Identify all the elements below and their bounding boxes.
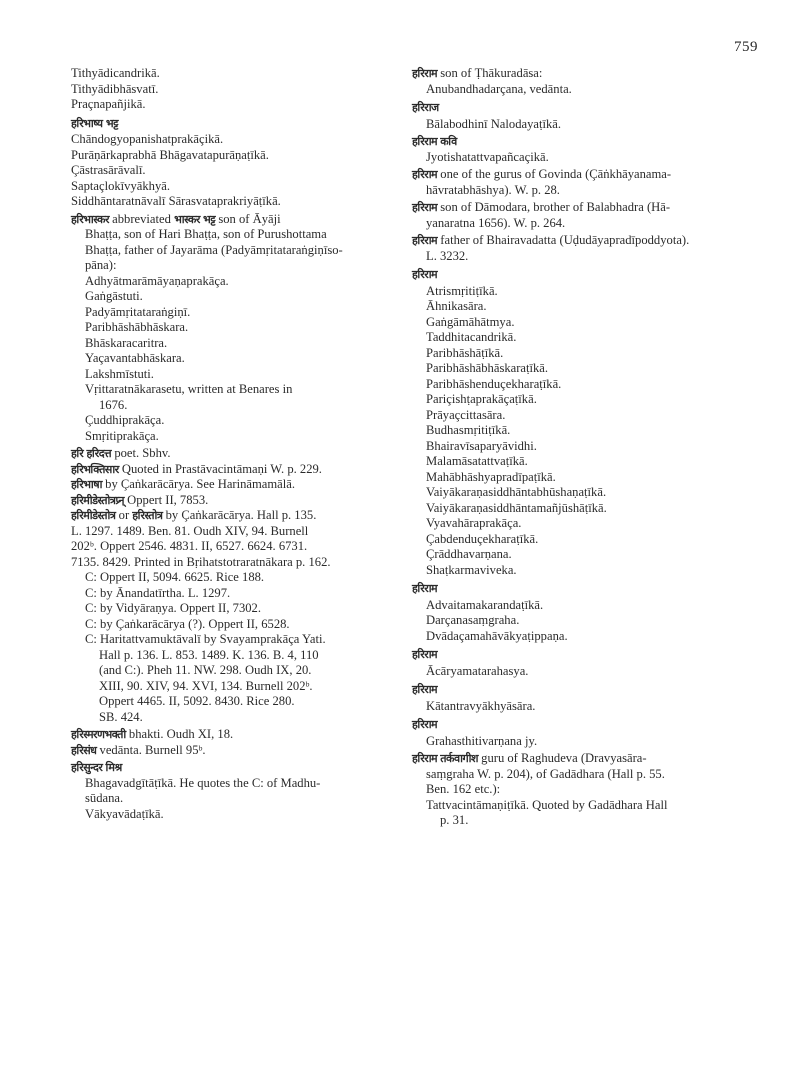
text-line: 202ᵇ. Oppert 2546. 4831. II, 6527. 6624. 6731. [71, 539, 308, 553]
text-line: 7135. 8429. Printed in Bṛihatstotraratnākara p. 162. [71, 554, 331, 569]
devanagari-headword: हरिराम [412, 582, 438, 595]
devanagari-word: मिश्र [105, 761, 122, 774]
text-line: Shaṭkarmaviveka. [426, 562, 517, 577]
text-line: Yaçavantabhāskara. [85, 351, 185, 365]
devanagari-headword: हरिभाषा [71, 478, 102, 491]
entry-text: Quoted in Prastāvacintāmaṇi W. p. 229. [121, 461, 322, 476]
commentary-line: SB. 424. [99, 709, 143, 724]
devanagari-word: भट्ट [203, 212, 216, 226]
devanagari-headword: हरिराम [412, 718, 438, 731]
text-line: pāna): [85, 258, 117, 272]
text-line: yanaratna 1656). W. p. 264. [426, 215, 566, 230]
entry-head-line [71, 462, 367, 478]
devanagari-headword: हरिमीडेस्तोत्र [71, 509, 116, 522]
devanagari-headword: हरिराम [412, 168, 438, 181]
devanagari-headword: हरिराज [412, 101, 439, 114]
text-line: Darçanasaṃgraha. [426, 613, 520, 627]
text-line: Ācāryamatarahasya. [426, 663, 529, 678]
entry-head-line [412, 751, 734, 767]
entry-text: father of Bhairavadatta (Uḍudāyapradīpoddyota). [440, 233, 690, 247]
devanagari-headword: हरिराम [412, 234, 438, 247]
entry-head-line [71, 212, 367, 228]
entry-text: poet. Sbhv. [114, 446, 171, 460]
text-line: saṃgraha W. p. 204), of Gadādhara (Hall p. 55. [426, 766, 665, 781]
text-line: Çrāddhavarṇana. [426, 547, 512, 561]
text-line: Taddhitacandrikā. [426, 330, 517, 344]
text-line: Padyāmṛitataraṅgiṇī. [85, 304, 191, 319]
commentary-line: C: by Ānandatīrtha. L. 1297. [85, 585, 231, 600]
commentary-line: C: by Vidyāraṇya. Oppert II, 7302. [85, 601, 261, 615]
entry-text: son of Āyāji [218, 211, 281, 226]
text-line: Çabdenduçekharaṭīkā. [426, 531, 539, 546]
text-line: Gaṅgāstuti. [85, 289, 143, 303]
entry-text: or [118, 508, 130, 522]
devanagari-headword: हरिराम [412, 201, 438, 214]
devanagari-headword: हरि हरिदत्त [71, 447, 112, 460]
text-line: Vākyavādaṭīkā. [85, 806, 164, 821]
entry-text: guru of Raghudeva (Dravyasāra- [481, 751, 647, 765]
entry-text: bhakti. Oudh XI, 18. [128, 727, 234, 741]
devanagari-headword: हरिराम [412, 268, 438, 281]
entry-text: son of Ṭhākuradāsa: [440, 66, 543, 80]
text-line: Āhnikasāra. [426, 299, 487, 313]
text-line: p. 31. [440, 813, 469, 827]
commentary-line: C: by Çaṅkarācārya (?). Oppert II, 6528. [85, 616, 290, 631]
text-line: Adhyātmarāmāyaṇaprakāça. [85, 273, 229, 288]
text-line: L. 3232. [426, 248, 469, 263]
text-line: Vaiyākaraṇasiddhāntamañjūshāṭīkā. [426, 500, 607, 515]
text-line: Prāyaçcittasāra. [426, 407, 506, 422]
text-line: Bhairavīsaparyāvidhi. [426, 438, 537, 453]
text-line: Praçnapañjikā. [71, 97, 146, 111]
text-line: Çāstrasārāvalī. [71, 163, 146, 177]
devanagari-headword: हरिभक्तिसार [71, 462, 119, 476]
text-line: Paribhāshāṭīkā. [426, 345, 504, 360]
entry-head-line [412, 134, 734, 150]
entry-text: abbreviated [112, 211, 171, 226]
entry-text: vedānta. Burnell 95ᵇ. [99, 742, 206, 757]
entry-head-line [71, 508, 367, 524]
commentary-line: C: Haritattvamuktāvalī by Svayamprakāça Yati. [85, 632, 326, 646]
commentary-line: Oppert 4465. II, 5092. 8430. Rice 280. [99, 694, 295, 708]
devanagari-headword: हरिराम [412, 752, 438, 765]
text-line: L. 1297. 1489. Ben. 81. Oudh XIV, 94. Burnell [71, 523, 309, 538]
commentary-line: Hall p. 136. L. 853. 1489. K. 136. B. 4, 110 [99, 647, 319, 662]
devanagari-headword: हरिभाष्य भट्ट [71, 116, 118, 130]
text-line: Kātantravyākhyāsāra. [426, 698, 536, 713]
text-line: Saptaçlokīvyākhyā. [71, 178, 170, 193]
entry-text: by Çaṅkarācārya. See Harināmamālā. [105, 477, 296, 491]
text-line: Atrismṛitiṭīkā. [426, 283, 498, 298]
devanagari-word: कवि [440, 135, 457, 148]
entry-head-line [71, 727, 367, 743]
text-line: Bālabodhinī Nalodayaṭīkā. [426, 116, 561, 131]
entry-head-line [71, 446, 367, 462]
devanagari-headword: हरिसंध [71, 743, 97, 757]
text-line: Siddhāntaratnāvalī Sārasvataprakriyāṭīkā. [71, 194, 281, 208]
entry-head-line [71, 760, 367, 776]
page-number: 759 [734, 39, 758, 55]
devanagari-headword: हरिराम [412, 648, 438, 661]
entry-head-line [412, 66, 734, 82]
text-line: Bhaṭṭa, father of Jayarāma (Padyāmṛitataraṅgiṇīso- [85, 242, 343, 257]
devanagari-headword: हरिस्मरणभक्ती [71, 728, 126, 741]
entry-head-line [71, 493, 367, 509]
devanagari-headword: हरिमीडेस्तोत्रप्र्न् [71, 493, 124, 507]
devanagari-headword: हरिसुन्दर [71, 761, 103, 774]
text-line: hāvratabhāshya). W. p. 28. [426, 182, 560, 197]
text-line: Bhaṭṭa, son of Hari Bhaṭṭa, son of Purushottama [85, 227, 327, 241]
text-line: Vaiyākaraṇasiddhāntabhūshaṇaṭīkā. [426, 485, 607, 499]
text-line: Lakshmīstuti. [85, 366, 154, 381]
right-column [412, 66, 734, 829]
left-column [71, 66, 367, 822]
text-line: sūdana. [85, 791, 124, 805]
text-line: Vyavahāraprakāça. [426, 516, 522, 530]
text-line: Smṛitiprakāça. [85, 428, 159, 443]
devanagari-word: तर्कवागीश [440, 752, 478, 765]
text-line: Grahasthitivarṇana jy. [426, 733, 538, 748]
text-line: Purāṇārkaprabhā Bhāgavatapurāṇaṭīkā. [71, 147, 269, 162]
devanagari-headword: हरिभास्कर [71, 212, 109, 226]
text-line: Tithyādicandrikā. [71, 66, 160, 80]
devanagari-headword: हरिस्तोत्र [132, 509, 163, 522]
entry-head-line [71, 477, 367, 493]
entry-head-line [412, 200, 734, 216]
text-line: 1676. [99, 397, 128, 412]
text-line: Ben. 162 etc.): [426, 782, 501, 796]
text-line: Vṛittaratnākarasetu, written at Benares in [85, 382, 293, 396]
entry-text: by Çaṅkarācārya. Hall p. 135. [165, 508, 317, 522]
devanagari-headword: हरिराम [412, 135, 438, 148]
text-line: Mahābhāshyapradīpaṭīkā. [426, 469, 556, 484]
entry-text: son of Dāmodara, brother of Balabhadra (Hā- [440, 200, 671, 214]
entry-text: one of the gurus of Govinda (Çāṅkhāyanama- [440, 167, 672, 181]
text-line: Bhāskaracaritra. [85, 335, 168, 350]
text-line: Dvādaçamahāvākyaṭippaṇa. [426, 628, 568, 643]
text-line: Advaitamakarandaṭīkā. [426, 597, 544, 612]
entry-head-line [71, 743, 367, 759]
text-line: Çuddhiprakāça. [85, 413, 165, 427]
text-line: Tithyādibhāsvatī. [71, 81, 159, 96]
commentary-line: C: Oppert II, 5094. 6625. Rice 188. [85, 570, 265, 584]
text-line: Paribhāshābhāskaraṭīkā. [426, 361, 549, 375]
text-line: Paribhāshābhāskara. [85, 320, 189, 334]
devanagari-headword: हरिराम [412, 683, 438, 696]
text-line: Budhasmṛitiṭīkā. [426, 423, 511, 437]
text-line: Jyotishatattvapañcaçikā. [426, 149, 549, 164]
commentary-line: XIII, 90. XIV, 94. XVI, 134. Burnell 202ᵇ. [99, 678, 313, 693]
devanagari-headword: हरिराम [412, 67, 438, 80]
entry-text: Oppert II, 7853. [127, 492, 209, 507]
commentary-line: (and C:). Pheh 11. NW. 298. Oudh IX, 20. [99, 663, 312, 677]
text-line: Paribhāshenduçekharaṭīkā. [426, 376, 562, 391]
text-line: Chāndogyopanishatprakāçikā. [71, 132, 224, 146]
text-line: Bhagavadgītāṭīkā. He quotes the C: of Madhu- [85, 775, 321, 790]
text-line: Pariçishṭaprakāçaṭīkā. [426, 392, 537, 406]
entry-head-line [412, 233, 734, 249]
text-line: Tattvacintāmaṇiṭīkā. Quoted by Gadādhara Hall [426, 797, 668, 812]
text-line: Anubandhadarçana, vedānta. [426, 81, 572, 96]
text-line: Gaṅgāmāhātmya. [426, 314, 515, 329]
text-line: Malamāsatattvaṭīkā. [426, 454, 528, 468]
devanagari-word: भास्कर [174, 212, 200, 226]
entry-head-line [412, 167, 734, 183]
